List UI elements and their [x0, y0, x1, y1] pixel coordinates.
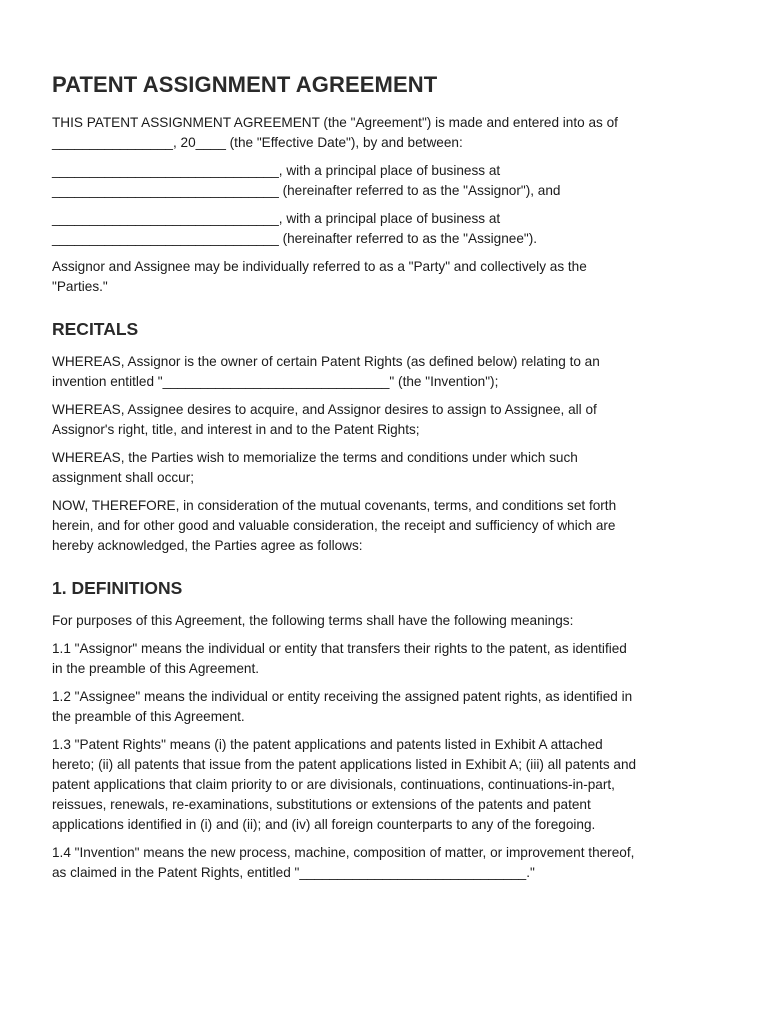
definition-item: 1.2 "Assignee" means the individual or entity receiving the assigned patent rights, as identified in the preamble of this Agreement.	[52, 689, 633, 724]
definition-item: 1.4 "Invention" means the new process, machine, composition of matter, or improvement thereof, as claimed in the Patent Rights, entitled "______________________________."	[52, 845, 635, 880]
recital-paragraph: WHEREAS, Assignor is the owner of certain Patent Rights (as defined below) relating to an invention entitled "______________________________" (the "Invention");	[52, 354, 600, 389]
definitions-intro: For purposes of this Agreement, the following terms shall have the following meanings:	[52, 613, 574, 628]
parties-note-paragraph: Assignor and Assignee may be individually referred to as a "Party" and collectively as the "Parties."	[52, 259, 587, 294]
assignee-party-paragraph: ______________________________, with a principal place of business at ______________________________ (hereinafter referred to as the "Assignee").	[52, 211, 538, 246]
recitals-heading: RECITALS	[52, 319, 139, 339]
assignor-party-paragraph: ______________________________, with a principal place of business at ______________________________ (hereinafter referred to as the "Assignor"), and	[52, 163, 561, 198]
document-title: PATENT ASSIGNMENT AGREEMENT	[52, 72, 438, 97]
definition-item: 1.3 "Patent Rights" means (i) the patent applications and patents listed in Exhibit A attached hereto; (ii) all patents that issue from the patent applications listed in Exhibit A; (iii) all patents and patent applications that claim priority to or are divisionals, continuations, continuations-in-part, reissues, renewals, re-examinations, substitutions or extensions of the patents and patent applications identified in (i) and (ii); and (iv) all foreign counterparts to any of the foregoing.	[52, 737, 637, 832]
recital-paragraph: NOW, THEREFORE, in consideration of the mutual covenants, terms, and conditions set forth herein, and for other good and valuable consideration, the receipt and sufficiency of which are hereby acknowledged, the Parties agree as follows:	[52, 498, 617, 553]
recital-paragraph: WHEREAS, the Parties wish to memorialize the terms and conditions under which such assignment shall occur;	[52, 450, 578, 485]
recital-paragraph: WHEREAS, Assignee desires to acquire, and Assignor desires to assign to Assignee, all of Assignor's right, title, and interest in and to the Patent Rights;	[52, 402, 597, 437]
definitions-heading: 1. DEFINITIONS	[52, 578, 183, 598]
definition-item: 1.1 "Assignor" means the individual or entity that transfers their rights to the patent, as identified in the preamble of this Agreement.	[52, 641, 627, 676]
intro-paragraph: THIS PATENT ASSIGNMENT AGREEMENT (the "Agreement") is made and entered into as of ________________, 20____ (the "Effective Date"), by and between:	[52, 115, 618, 150]
